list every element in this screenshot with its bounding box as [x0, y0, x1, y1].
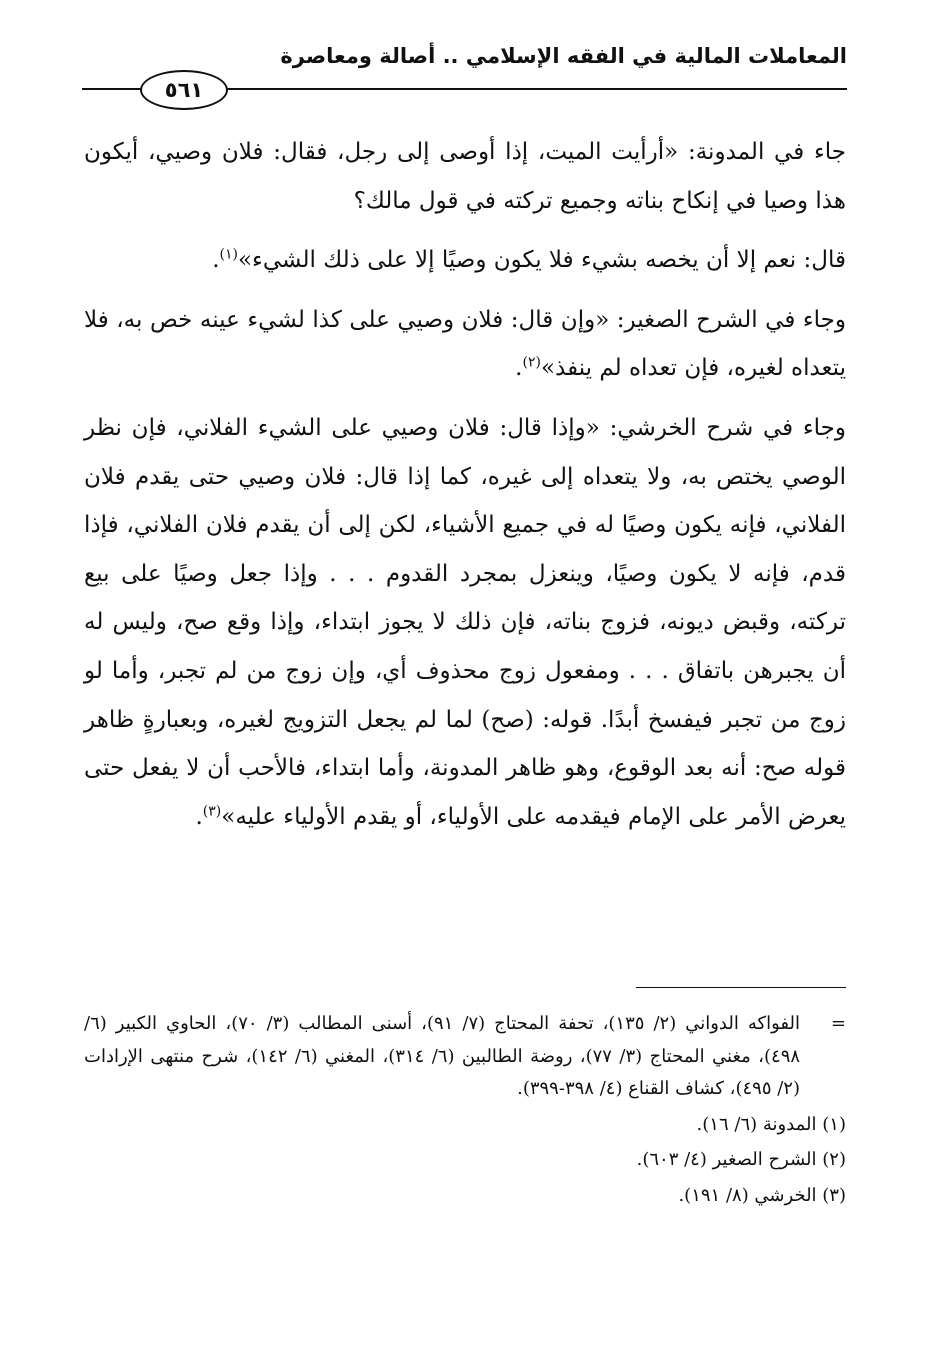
paragraph-3-end: . — [515, 355, 523, 382]
footnote-3: (٣) الخرشي (٨/ ١٩١). — [678, 1184, 846, 1206]
continuation-text: الفواكه الدواني (٢/ ١٣٥)، تحفة المحتاج (٧/ ٩١)، أسنى المطالب (٣/ ٧٠)، الحاوي الكبير (٦/ ٤٩٨)، مغني المحتاج (٣/ ٧٧)، روضة الطالبين (٦/ ٣١٤)، المغني (٦/ ١٤٢)، شرح منتهى الإرادات (٢/ ٤٩٥)، كشاف القناع (٤/ ٣٩٨-٣٩٩). — [84, 1013, 801, 1099]
paragraph-1-text: جاء في المدونة: «أرأيت الميت، إذا أوصى إلى رجل، فقال: فلان وصيي، أيكون هذا وصيا في إنكاح بناته وجميع تركته في قول مالك؟ — [84, 139, 846, 214]
paragraph-4-end: . — [195, 803, 203, 830]
paragraph-4-text: وجاء في شرح الخرشي: «وإذا قال: فلان وصيي على الشيء الفلاني، فإن نظر الوصي يختص به، ولا يتعداه إلى غيره، كما إذا قال: فلان وصيي حتى يقدم فلان الفلاني، فإنه يكون وصيًا له في جميع الأشياء، لكن إلى أن يقدم فلان الفلاني، فإذا قدم، فإنه لا يكون وصيًا، وينعزل بمجرد القدوم . . . وإذا جعل وصيًا على بيع تركته، وقبض ديونه، فزوج بناته، فإن ذلك لا يجوز ابتداء، وإذا وقع صح، وليس له أن يجبرهن باتفاق . . . ومفعول زوج محذوف أي، وإن زوج من لم تجبر، وأما لو زوج من تجبر فيفسخ أبدًا. قوله: (صح) لما لم يجعل التزويج لغيره، وبعبارةٍ ظاهر قوله صح: أنه بعد الوقوع، وهو ظاهر المدونة، وأما ابتداء، فالأحب أن لا يفعل حتى يعرض الأمر على الإمام فيقدمه على الأولياء، أو يقدم الأولياء عليه» — [84, 414, 846, 830]
footnote-ref-1: (١) — [219, 246, 238, 263]
footnote-continuation — [84, 1008, 846, 1106]
paragraph-3 — [84, 296, 846, 393]
footnote-ref-3: (٣) — [202, 803, 222, 820]
footnote-separator — [636, 987, 846, 988]
footnote-ref-2: (٢) — [522, 354, 541, 371]
paragraph-2 — [84, 236, 846, 285]
paragraph-2-end: . — [212, 247, 220, 274]
footnote-1: (١) المدونة (٦/ ١٦). — [696, 1113, 846, 1135]
running-title: المعاملات المالية في الفقه الإسلامي .. أصالة ومعاصرة — [280, 44, 847, 68]
continuation-marker: = — [830, 1013, 846, 1034]
paragraph-1 — [84, 128, 846, 225]
footnotes — [84, 1008, 846, 1212]
paragraph-3-text: وجاء في الشرح الصغير: «وإن قال: فلان وصيي على كذا لشيء عينه خص به، فلا يتعداه لغيره، فإن تعداه لم ينفذ» — [84, 306, 846, 382]
footnote-2: (٢) الشرح الصغير (٤/ ٦٠٣). — [636, 1149, 846, 1170]
page-number: ٥٦١ — [140, 70, 228, 110]
paragraph-2-text: قال: نعم إلا أن يخصه بشيء فلا يكون وصيًا إلا على ذلك الشيء» — [237, 247, 846, 274]
paragraph-4 — [84, 404, 846, 841]
main-text — [84, 128, 846, 841]
